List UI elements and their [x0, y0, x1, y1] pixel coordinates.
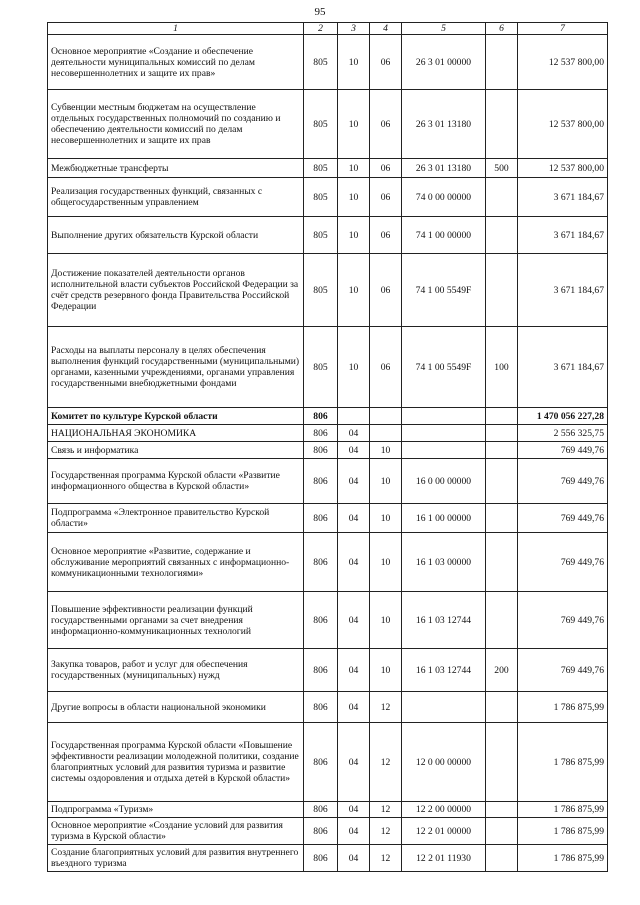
column-header-3: 3	[338, 23, 370, 35]
row-subsection	[370, 425, 402, 442]
row-subsection: 06	[370, 178, 402, 217]
row-subsection: 06	[370, 35, 402, 90]
table-row	[48, 35, 608, 90]
row-expense-type	[486, 802, 518, 818]
row-admin-code: 806	[304, 649, 338, 692]
row-amount: 3 671 184,67	[518, 178, 608, 217]
row-section: 04	[338, 442, 370, 459]
row-expense-type	[486, 818, 518, 845]
row-name: Комитет по культуре Курской области	[48, 408, 304, 425]
row-amount: 1 786 875,99	[518, 818, 608, 845]
row-admin-code: 806	[304, 592, 338, 649]
row-target-article	[402, 408, 486, 425]
table-row	[48, 818, 608, 845]
row-admin-code: 806	[304, 723, 338, 802]
row-amount: 3 671 184,67	[518, 327, 608, 408]
row-target-article: 74 1 00 5549F	[402, 327, 486, 408]
row-expense-type	[486, 178, 518, 217]
row-target-article: 16 0 00 00000	[402, 459, 486, 504]
row-subsection: 10	[370, 592, 402, 649]
row-name: Другие вопросы в области национальной экономики	[48, 692, 304, 723]
row-subsection	[370, 408, 402, 425]
row-section: 10	[338, 178, 370, 217]
row-expense-type: 200	[486, 649, 518, 692]
row-name: Подпрограмма «Электронное правительство Курской области»	[48, 504, 304, 533]
row-target-article	[402, 425, 486, 442]
row-subsection: 12	[370, 845, 402, 872]
row-amount: 12 537 800,00	[518, 35, 608, 90]
row-subsection: 12	[370, 692, 402, 723]
row-section: 04	[338, 504, 370, 533]
row-admin-code: 806	[304, 425, 338, 442]
row-subsection: 10	[370, 504, 402, 533]
row-target-article: 16 1 03 12744	[402, 592, 486, 649]
row-name: Связь и информатика	[48, 442, 304, 459]
page-number: 95	[314, 6, 326, 18]
table-row	[48, 802, 608, 818]
row-amount: 3 671 184,67	[518, 254, 608, 327]
row-admin-code: 805	[304, 327, 338, 408]
row-name: Основное мероприятие «Создание условий для развития туризма в Курской области»	[48, 818, 304, 845]
column-header-7: 7	[518, 23, 608, 35]
table-row	[48, 442, 608, 459]
row-subsection: 12	[370, 818, 402, 845]
row-admin-code: 806	[304, 459, 338, 504]
table-row	[48, 723, 608, 802]
table-row	[48, 459, 608, 504]
table-row	[48, 408, 608, 425]
column-header-1: 1	[48, 23, 304, 35]
table-header-row	[48, 23, 608, 35]
row-section: 04	[338, 649, 370, 692]
row-expense-type	[486, 533, 518, 592]
row-name: НАЦИОНАЛЬНАЯ ЭКОНОМИКА	[48, 425, 304, 442]
row-subsection: 10	[370, 459, 402, 504]
row-expense-type: 500	[486, 159, 518, 178]
row-target-article: 16 1 00 00000	[402, 504, 486, 533]
row-section: 04	[338, 845, 370, 872]
row-target-article: 12 2 01 00000	[402, 818, 486, 845]
row-amount: 769 449,76	[518, 459, 608, 504]
row-name: Подпрограмма «Туризм»	[48, 802, 304, 818]
row-amount: 1 786 875,99	[518, 845, 608, 872]
row-expense-type	[486, 845, 518, 872]
row-expense-type	[486, 90, 518, 159]
row-expense-type	[486, 254, 518, 327]
row-expense-type	[486, 442, 518, 459]
row-subsection: 10	[370, 649, 402, 692]
row-section: 10	[338, 327, 370, 408]
row-amount: 769 449,76	[518, 504, 608, 533]
row-name: Межбюджетные трансферты	[48, 159, 304, 178]
row-expense-type	[486, 35, 518, 90]
row-section: 04	[338, 533, 370, 592]
table-row	[48, 649, 608, 692]
row-name: Реализация государственных функций, связанных с общегосударственным управлением	[48, 178, 304, 217]
column-header-4: 4	[370, 23, 402, 35]
row-admin-code: 806	[304, 533, 338, 592]
row-target-article: 26 3 01 00000	[402, 35, 486, 90]
row-admin-code: 805	[304, 159, 338, 178]
row-target-article: 74 1 00 5549F	[402, 254, 486, 327]
table-row	[48, 425, 608, 442]
row-amount: 3 671 184,67	[518, 217, 608, 254]
row-admin-code: 805	[304, 217, 338, 254]
row-name: Основное мероприятие «Развитие, содержание и обслуживание мероприятий связанных с информационно-коммуникационными технологиями»	[48, 533, 304, 592]
row-admin-code: 806	[304, 408, 338, 425]
row-name: Государственная программа Курской области «Развитие информационного общества в Курской области»	[48, 459, 304, 504]
row-admin-code: 806	[304, 818, 338, 845]
row-admin-code: 806	[304, 802, 338, 818]
row-section: 04	[338, 592, 370, 649]
row-target-article: 12 2 00 00000	[402, 802, 486, 818]
row-section: 04	[338, 723, 370, 802]
row-expense-type: 100	[486, 327, 518, 408]
row-admin-code: 806	[304, 845, 338, 872]
row-section: 10	[338, 159, 370, 178]
row-section: 04	[338, 802, 370, 818]
row-expense-type	[486, 459, 518, 504]
row-expense-type	[486, 425, 518, 442]
row-amount: 2 556 325,75	[518, 425, 608, 442]
row-name: Субвенции местным бюджетам на осуществление отдельных государственных полномочий по созданию и обеспечению деятельности комиссий по делам несовершеннолетних и защите их прав	[48, 90, 304, 159]
row-amount: 1 786 875,99	[518, 802, 608, 818]
row-subsection: 06	[370, 254, 402, 327]
row-subsection: 12	[370, 802, 402, 818]
row-name: Повышение эффективности реализации функций государственными органами за счет внедрения информационно-коммуникационных технологий	[48, 592, 304, 649]
row-name: Закупка товаров, работ и услуг для обеспечения государственных (муниципальных) нужд	[48, 649, 304, 692]
row-amount: 769 449,76	[518, 649, 608, 692]
row-amount: 1 470 056 227,28	[518, 408, 608, 425]
row-expense-type	[486, 504, 518, 533]
row-target-article: 26 3 01 13180	[402, 159, 486, 178]
row-name: Расходы на выплаты персоналу в целях обеспечения выполнения функций государственными (муниципальными) органами, казенными учреждениями, органами управления государственными внебюджетными фондами	[48, 327, 304, 408]
row-subsection: 12	[370, 723, 402, 802]
row-target-article: 26 3 01 13180	[402, 90, 486, 159]
row-name: Государственная программа Курской области «Повышение эффективности реализации молодежной политики, создание благоприятных условий для развития туризма и развитие системы оздоровления и отдыха детей в Курской области»	[48, 723, 304, 802]
table-row	[48, 692, 608, 723]
row-name: Основное мероприятие «Создание и обеспечение деятельности муниципальных комиссий по делам несовершеннолетних и защите их прав»	[48, 35, 304, 90]
row-target-article: 74 1 00 00000	[402, 217, 486, 254]
row-admin-code: 805	[304, 90, 338, 159]
row-amount: 769 449,76	[518, 533, 608, 592]
table-row	[48, 90, 608, 159]
row-section: 10	[338, 217, 370, 254]
row-subsection: 06	[370, 159, 402, 178]
row-subsection: 06	[370, 327, 402, 408]
row-target-article: 16 1 03 00000	[402, 533, 486, 592]
table-row	[48, 159, 608, 178]
row-target-article: 16 1 03 12744	[402, 649, 486, 692]
row-expense-type	[486, 692, 518, 723]
row-admin-code: 805	[304, 35, 338, 90]
row-name: Достижение показателей деятельности органов исполнительной власти субъектов Российской Федерации за счёт средств резервного фонда Правительства Российской Федерации	[48, 254, 304, 327]
row-amount: 1 786 875,99	[518, 723, 608, 802]
row-subsection: 10	[370, 533, 402, 592]
row-amount: 769 449,76	[518, 592, 608, 649]
row-amount: 12 537 800,00	[518, 90, 608, 159]
table-row	[48, 254, 608, 327]
row-expense-type	[486, 592, 518, 649]
row-section: 04	[338, 818, 370, 845]
column-header-5: 5	[402, 23, 486, 35]
row-admin-code: 806	[304, 692, 338, 723]
row-name: Создание благоприятных условий для развития внутреннего въездного туризма	[48, 845, 304, 872]
row-amount: 1 786 875,99	[518, 692, 608, 723]
row-target-article: 12 0 00 00000	[402, 723, 486, 802]
row-target-article	[402, 442, 486, 459]
column-header-6: 6	[486, 23, 518, 35]
table-row	[48, 217, 608, 254]
row-target-article: 12 2 01 11930	[402, 845, 486, 872]
table-row	[48, 533, 608, 592]
table-row	[48, 845, 608, 872]
row-subsection: 06	[370, 90, 402, 159]
budget-table	[47, 22, 608, 872]
column-header-2: 2	[304, 23, 338, 35]
row-section: 10	[338, 35, 370, 90]
row-admin-code: 806	[304, 442, 338, 459]
row-target-article: 74 0 00 00000	[402, 178, 486, 217]
row-section: 04	[338, 459, 370, 504]
row-section	[338, 408, 370, 425]
row-section: 10	[338, 90, 370, 159]
table-row	[48, 327, 608, 408]
table-row	[48, 504, 608, 533]
row-admin-code: 805	[304, 178, 338, 217]
table-row	[48, 178, 608, 217]
row-section: 04	[338, 425, 370, 442]
row-admin-code: 806	[304, 504, 338, 533]
row-expense-type	[486, 408, 518, 425]
row-subsection: 10	[370, 442, 402, 459]
row-name: Выполнение других обязательств Курской области	[48, 217, 304, 254]
row-section: 10	[338, 254, 370, 327]
row-amount: 12 537 800,00	[518, 159, 608, 178]
row-expense-type	[486, 217, 518, 254]
table-row	[48, 592, 608, 649]
row-subsection: 06	[370, 217, 402, 254]
row-target-article	[402, 692, 486, 723]
row-admin-code: 805	[304, 254, 338, 327]
row-expense-type	[486, 723, 518, 802]
row-section: 04	[338, 692, 370, 723]
row-amount: 769 449,76	[518, 442, 608, 459]
